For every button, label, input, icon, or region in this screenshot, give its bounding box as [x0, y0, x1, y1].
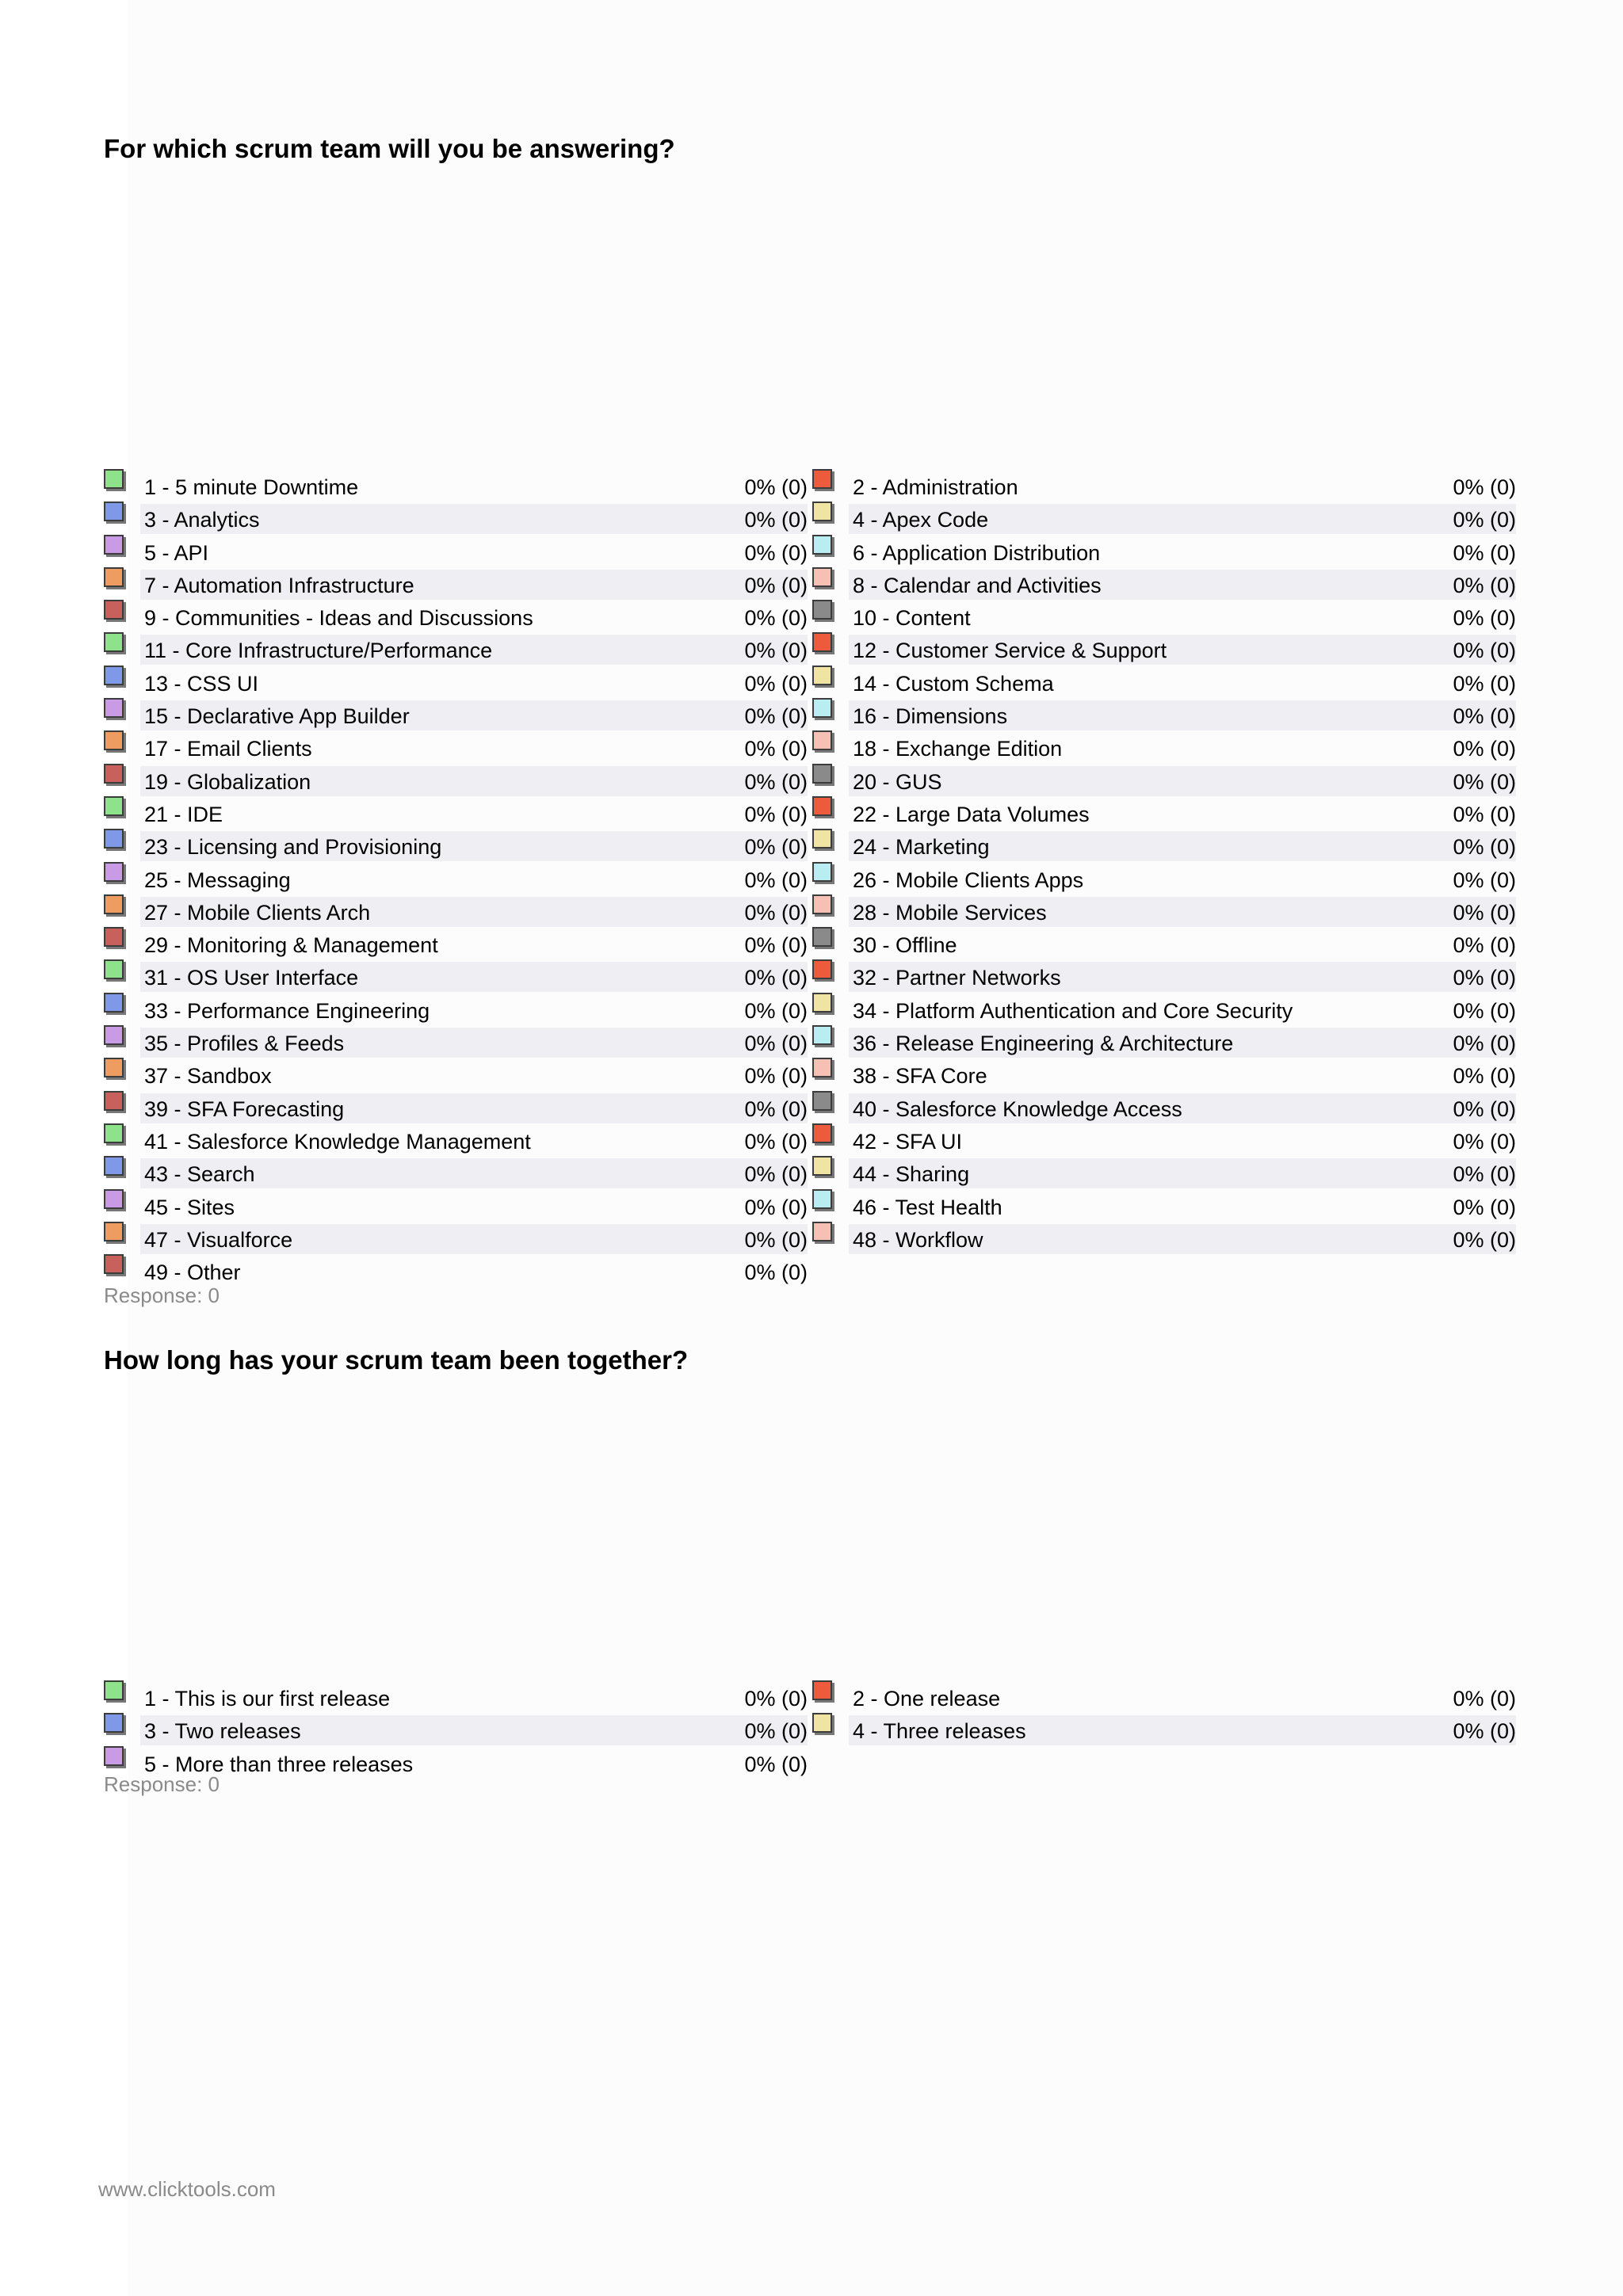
- answer-label: 4 - Three releases: [853, 1719, 1026, 1744]
- question-scrum-team: [104, 133, 1516, 1307]
- legend-row: [812, 632, 1516, 665]
- legend-row: [812, 1680, 1516, 1713]
- answer-percentage: 0% (0): [1453, 606, 1516, 631]
- answer-label: 43 - Search: [144, 1162, 255, 1187]
- legend-column-right: [812, 469, 1516, 1254]
- answer-label: 5 - More than three releases: [144, 1752, 414, 1776]
- legend-swatch-icon: [104, 927, 124, 947]
- legend-row: [104, 764, 808, 796]
- legend-row: [104, 1058, 808, 1090]
- question-team-duration: [104, 1344, 1516, 1796]
- answer-percentage: 0% (0): [744, 933, 808, 958]
- answer-label: 11 - Core Infrastructure/Performance: [144, 639, 493, 663]
- legend-swatch-icon: [104, 1254, 124, 1274]
- answer-label: 4 - Apex Code: [853, 508, 989, 532]
- legend-row: [812, 1156, 1516, 1188]
- answer-label: 33 - Performance Engineering: [144, 998, 430, 1023]
- row-stripe: [140, 799, 808, 829]
- legend-row: [812, 600, 1516, 632]
- legend-row: [104, 959, 808, 992]
- legend-row: [812, 1123, 1516, 1156]
- legend-row: [812, 502, 1516, 534]
- legend-row: [104, 600, 808, 632]
- answer-percentage: 0% (0): [1453, 933, 1516, 958]
- legend-swatch-icon: [104, 535, 124, 555]
- answer-label: 13 - CSS UI: [144, 671, 259, 696]
- answer-label: 25 - Messaging: [144, 868, 291, 892]
- legend-swatch-icon: [812, 666, 832, 685]
- legend-row: [812, 1091, 1516, 1123]
- legend-row: [812, 730, 1516, 763]
- legend-row: [812, 894, 1516, 927]
- answer-percentage: 0% (0): [1453, 1195, 1516, 1219]
- legend-swatch-icon: [104, 764, 124, 784]
- legend-row: [812, 1222, 1516, 1254]
- legend-swatch-icon: [812, 1156, 832, 1176]
- answer-percentage: 0% (0): [744, 966, 808, 990]
- legend-column-left: [104, 1680, 808, 1779]
- legend-row: [104, 469, 808, 502]
- legend-row: [104, 698, 808, 730]
- answer-percentage: 0% (0): [1453, 998, 1516, 1023]
- answer-percentage: 0% (0): [744, 573, 808, 597]
- legend-swatch-icon: [812, 894, 832, 914]
- legend-row: [812, 1058, 1516, 1090]
- legend-row: [812, 764, 1516, 796]
- answer-percentage: 0% (0): [744, 1032, 808, 1056]
- answer-percentage: 0% (0): [1453, 966, 1516, 990]
- legend-swatch-icon: [104, 730, 124, 750]
- answer-percentage: 0% (0): [1453, 704, 1516, 729]
- legend-swatch-icon: [812, 796, 832, 816]
- legend-swatch-icon: [812, 632, 832, 652]
- answer-percentage: 0% (0): [1453, 868, 1516, 892]
- answer-label: 21 - IDE: [144, 802, 223, 826]
- legend-row: [104, 1254, 808, 1287]
- legend-row: [104, 796, 808, 829]
- answer-percentage: 0% (0): [744, 1162, 808, 1187]
- answer-percentage: 0% (0): [1453, 769, 1516, 794]
- answer-percentage: 0% (0): [744, 475, 808, 499]
- legend-row: [104, 666, 808, 698]
- answer-label: 1 - This is our first release: [144, 1687, 391, 1711]
- legend-row: [104, 829, 808, 861]
- question-title: How long has your scrum team been together?: [104, 1345, 689, 1375]
- legend-swatch-icon: [104, 567, 124, 587]
- legend-row: [104, 1713, 808, 1745]
- answer-label: 41 - Salesforce Knowledge Management: [144, 1129, 531, 1154]
- answer-label: 46 - Test Health: [853, 1195, 1002, 1219]
- answer-percentage: 0% (0): [744, 802, 808, 826]
- answer-label: 3 - Analytics: [144, 508, 260, 532]
- legend-swatch-icon: [104, 1713, 124, 1733]
- answer-label: 40 - Salesforce Knowledge Access: [853, 1097, 1182, 1121]
- legend-swatch-icon: [104, 600, 124, 620]
- answer-percentage: 0% (0): [744, 606, 808, 631]
- answer-percentage: 0% (0): [744, 1064, 808, 1089]
- answer-label: 28 - Mobile Services: [853, 900, 1047, 925]
- row-stripe: [140, 537, 808, 567]
- response-count: Response: 0: [104, 1772, 220, 1796]
- answer-label: 27 - Mobile Clients Arch: [144, 900, 371, 925]
- answer-percentage: 0% (0): [744, 998, 808, 1023]
- legend-row: [104, 1189, 808, 1222]
- legend-row: [812, 1713, 1516, 1745]
- legend-swatch-icon: [812, 600, 832, 620]
- legend-row: [812, 469, 1516, 502]
- legend-row: [104, 502, 808, 534]
- answer-percentage: 0% (0): [1453, 835, 1516, 860]
- answer-label: 32 - Partner Networks: [853, 966, 1061, 990]
- legend-row: [104, 1680, 808, 1713]
- answer-label: 49 - Other: [144, 1261, 241, 1285]
- legend-swatch-icon: [104, 1156, 124, 1176]
- legend-row: [104, 1123, 808, 1156]
- answer-percentage: 0% (0): [744, 639, 808, 663]
- legend-swatch-icon: [812, 829, 832, 849]
- legend-swatch-icon: [812, 567, 832, 587]
- answer-percentage: 0% (0): [744, 540, 808, 565]
- legend-row: [104, 567, 808, 600]
- answer-percentage: 0% (0): [1453, 737, 1516, 761]
- answer-percentage: 0% (0): [1453, 508, 1516, 532]
- legend-row: [812, 1025, 1516, 1058]
- answer-label: 48 - Workflow: [853, 1227, 983, 1252]
- answer-percentage: 0% (0): [744, 868, 808, 892]
- answer-percentage: 0% (0): [1453, 1162, 1516, 1187]
- legend-row: [812, 1189, 1516, 1222]
- answer-percentage: 0% (0): [1453, 1719, 1516, 1744]
- answer-label: 6 - Application Distribution: [853, 540, 1101, 565]
- answer-label: 44 - Sharing: [853, 1162, 970, 1187]
- answer-percentage: 0% (0): [744, 1687, 808, 1711]
- answer-label: 15 - Declarative App Builder: [144, 704, 410, 729]
- legend-swatch-icon: [104, 1058, 124, 1077]
- legend-row: [812, 829, 1516, 861]
- legend-row: [812, 698, 1516, 730]
- legend-swatch-icon: [812, 1091, 832, 1111]
- legend-row: [104, 1025, 808, 1058]
- row-stripe: [140, 1192, 808, 1222]
- legend-row: [104, 927, 808, 959]
- answer-percentage: 0% (0): [744, 835, 808, 860]
- answer-percentage: 0% (0): [1453, 1687, 1516, 1711]
- answer-percentage: 0% (0): [744, 737, 808, 761]
- answer-percentage: 0% (0): [1453, 802, 1516, 826]
- legend-row: [812, 666, 1516, 698]
- answer-label: 20 - GUS: [853, 769, 942, 794]
- legend-swatch-icon: [104, 502, 124, 521]
- answer-percentage: 0% (0): [1453, 639, 1516, 663]
- answer-percentage: 0% (0): [744, 508, 808, 532]
- footer-url: www.clicktools.com: [98, 2177, 276, 2201]
- answer-percentage: 0% (0): [1453, 1129, 1516, 1154]
- legend-swatch-icon: [812, 1189, 832, 1209]
- legend-row: [104, 993, 808, 1025]
- answer-label: 8 - Calendar and Activities: [853, 573, 1102, 597]
- legend-swatch-icon: [812, 502, 832, 521]
- legend-row: [104, 1091, 808, 1123]
- legend-row: [104, 535, 808, 567]
- answer-percentage: 0% (0): [744, 1261, 808, 1285]
- legend-swatch-icon: [812, 927, 832, 947]
- legend-swatch-icon: [104, 894, 124, 914]
- answer-label: 37 - Sandbox: [144, 1064, 272, 1089]
- legend-swatch-icon: [104, 632, 124, 652]
- legend-swatch-icon: [812, 764, 832, 784]
- answer-percentage: 0% (0): [744, 1097, 808, 1121]
- answer-label: 2 - One release: [853, 1687, 1001, 1711]
- answer-percentage: 0% (0): [1453, 1097, 1516, 1121]
- legend-swatch-icon: [812, 1025, 832, 1045]
- answer-label: 47 - Visualforce: [144, 1227, 293, 1252]
- answer-label: 35 - Profiles & Feeds: [144, 1032, 345, 1056]
- answer-percentage: 0% (0): [1453, 900, 1516, 925]
- answer-label: 12 - Customer Service & Support: [853, 639, 1167, 663]
- answer-percentage: 0% (0): [744, 1129, 808, 1154]
- response-count: Response: 0: [104, 1283, 220, 1307]
- legend-swatch-icon: [812, 1123, 832, 1143]
- legend-swatch-icon: [104, 829, 124, 849]
- answer-percentage: 0% (0): [1453, 475, 1516, 499]
- legend-swatch-icon: [812, 1058, 832, 1077]
- answer-percentage: 0% (0): [744, 704, 808, 729]
- legend-swatch-icon: [104, 469, 124, 489]
- legend-column-right: [812, 1680, 1516, 1746]
- legend-row: [812, 567, 1516, 600]
- answer-percentage: 0% (0): [1453, 540, 1516, 565]
- legend-row: [104, 894, 808, 927]
- legend-row: [104, 1156, 808, 1188]
- answer-label: 34 - Platform Authentication and Core Security: [853, 998, 1293, 1023]
- legend-row: [812, 927, 1516, 959]
- legend-swatch-icon: [104, 993, 124, 1013]
- answer-label: 26 - Mobile Clients Apps: [853, 868, 1084, 892]
- legend-swatch-icon: [812, 469, 832, 489]
- legend-swatch-icon: [104, 1189, 124, 1209]
- answer-label: 38 - SFA Core: [853, 1064, 987, 1089]
- legend-row: [812, 796, 1516, 829]
- legend-row: [812, 959, 1516, 992]
- answer-label: 42 - SFA UI: [853, 1129, 963, 1154]
- answer-label: 7 - Automation Infrastructure: [144, 573, 414, 597]
- legend-swatch-icon: [812, 535, 832, 555]
- question-title: For which scrum team will you be answering?: [104, 134, 675, 163]
- legend-swatch-icon: [104, 862, 124, 882]
- answer-label: 39 - SFA Forecasting: [144, 1097, 345, 1121]
- answer-label: 5 - API: [144, 540, 209, 565]
- legend-row: [104, 1222, 808, 1254]
- answer-label: 23 - Licensing and Provisioning: [144, 835, 442, 860]
- answer-percentage: 0% (0): [1453, 1032, 1516, 1056]
- answer-percentage: 0% (0): [744, 1752, 808, 1776]
- legend-swatch-icon: [812, 959, 832, 979]
- legend-swatch-icon: [812, 862, 832, 882]
- legend-row: [812, 535, 1516, 567]
- answer-label: 19 - Globalization: [144, 769, 311, 794]
- answer-label: 29 - Monitoring & Management: [144, 933, 438, 958]
- row-stripe: [849, 766, 1516, 796]
- legend-row: [812, 862, 1516, 894]
- answer-label: 17 - Email Clients: [144, 737, 312, 761]
- answer-label: 3 - Two releases: [144, 1719, 301, 1744]
- legend-swatch-icon: [104, 1025, 124, 1045]
- legend-swatch-icon: [104, 1222, 124, 1241]
- legend-row: [104, 632, 808, 665]
- answer-percentage: 0% (0): [744, 1719, 808, 1744]
- answer-percentage: 0% (0): [744, 769, 808, 794]
- legend-swatch-icon: [104, 1123, 124, 1143]
- answer-label: 1 - 5 minute Downtime: [144, 475, 359, 499]
- legend-swatch-icon: [812, 1713, 832, 1733]
- legend-row: [104, 730, 808, 763]
- answer-label: 9 - Communities - Ideas and Discussions: [144, 606, 533, 631]
- answer-percentage: 0% (0): [744, 671, 808, 696]
- answer-percentage: 0% (0): [744, 900, 808, 925]
- legend-swatch-icon: [104, 1746, 124, 1766]
- answer-percentage: 0% (0): [1453, 671, 1516, 696]
- answer-label: 10 - Content: [853, 606, 971, 631]
- answer-label: 30 - Offline: [853, 933, 957, 958]
- legend-row: [104, 862, 808, 894]
- legend-swatch-icon: [104, 959, 124, 979]
- answer-label: 45 - Sites: [144, 1195, 235, 1219]
- legend-swatch-icon: [104, 1091, 124, 1111]
- legend-swatch-icon: [812, 1680, 832, 1700]
- answer-percentage: 0% (0): [1453, 573, 1516, 597]
- legend-swatch-icon: [812, 698, 832, 718]
- legend-swatch-icon: [812, 993, 832, 1013]
- answer-label: 31 - OS User Interface: [144, 966, 359, 990]
- answer-label: 14 - Custom Schema: [853, 671, 1054, 696]
- legend-swatch-icon: [104, 698, 124, 718]
- legend-swatch-icon: [812, 1222, 832, 1241]
- answer-label: 36 - Release Engineering & Architecture: [853, 1032, 1234, 1056]
- answer-label: 16 - Dimensions: [853, 704, 1008, 729]
- legend-swatch-icon: [104, 666, 124, 685]
- legend-swatch-icon: [104, 796, 124, 816]
- answer-percentage: 0% (0): [744, 1227, 808, 1252]
- answer-label: 2 - Administration: [853, 475, 1018, 499]
- answer-label: 24 - Marketing: [853, 835, 990, 860]
- legend-swatch-icon: [104, 1680, 124, 1700]
- legend-swatch-icon: [812, 730, 832, 750]
- answer-percentage: 0% (0): [744, 1195, 808, 1219]
- legend-row: [812, 993, 1516, 1025]
- answer-label: 18 - Exchange Edition: [853, 737, 1063, 761]
- answer-label: 22 - Large Data Volumes: [853, 802, 1090, 826]
- legend-column-left: [104, 469, 808, 1287]
- answer-percentage: 0% (0): [1453, 1227, 1516, 1252]
- answer-percentage: 0% (0): [1453, 1064, 1516, 1089]
